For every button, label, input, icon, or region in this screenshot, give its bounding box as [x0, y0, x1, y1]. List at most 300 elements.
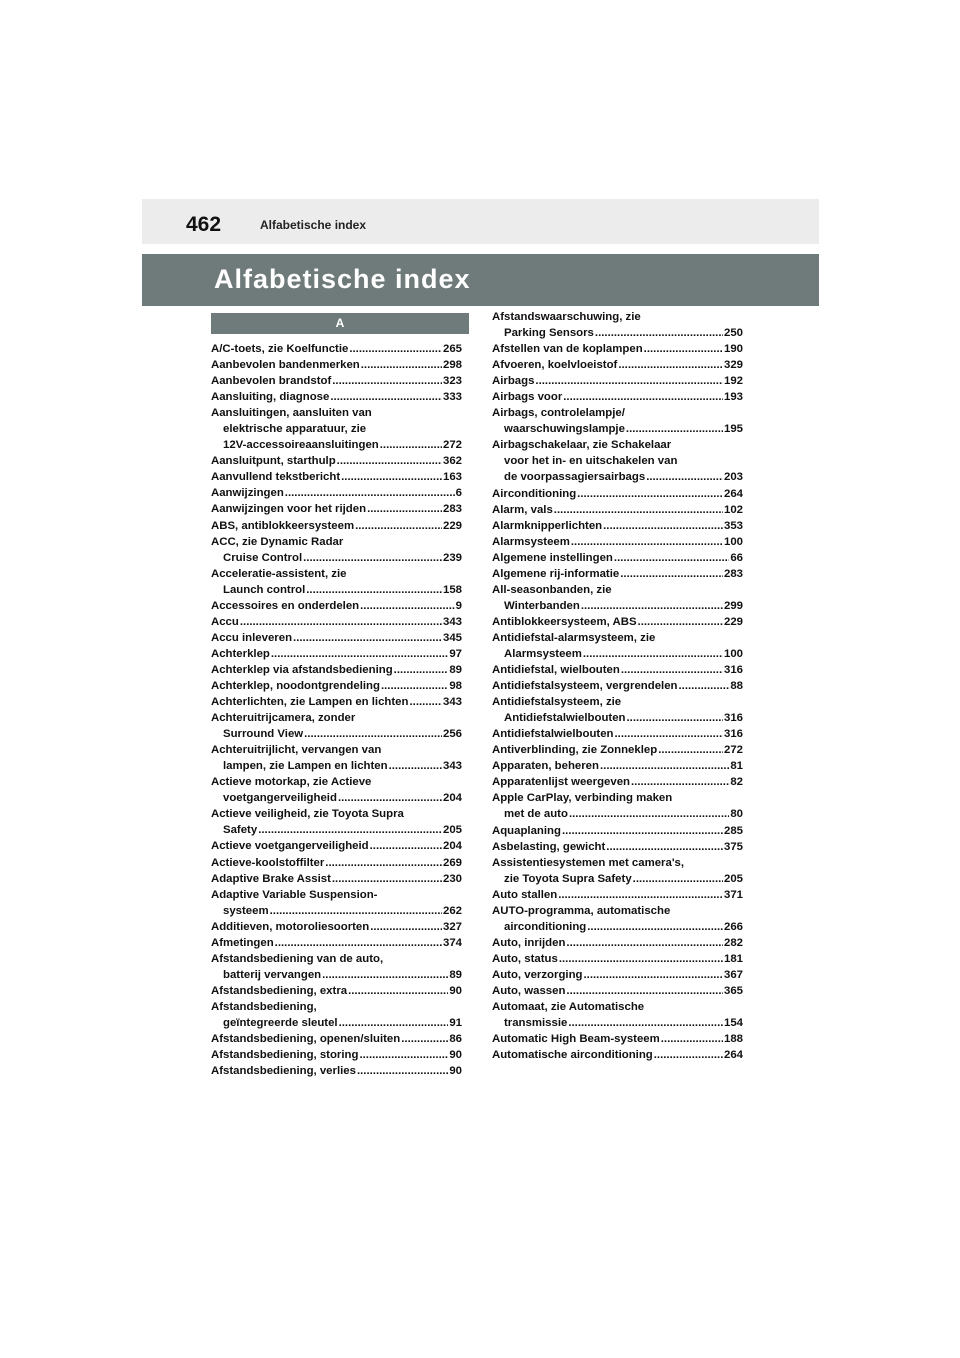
dot-leader: [367, 501, 442, 517]
dot-leader: [654, 1047, 723, 1063]
index-entry-text: Accu inleveren: [211, 631, 293, 644]
dot-leader: [349, 341, 442, 357]
index-page-ref: 230: [442, 872, 462, 885]
index-entry-text: systeem: [223, 904, 269, 917]
index-page-ref: 343: [442, 696, 462, 709]
dot-leader: [627, 710, 723, 726]
index-entry-text: transmissie: [504, 1017, 568, 1030]
index-entry-line: [211, 806, 462, 822]
index-entry-line: [211, 373, 462, 389]
index-entry-line: [211, 1047, 462, 1063]
index-entry: [211, 341, 462, 357]
index-entry: [492, 983, 743, 999]
dot-leader: [658, 742, 723, 758]
index-page-ref: 190: [723, 343, 743, 356]
index-entry: [492, 774, 743, 790]
index-entry-text: Antiverblinding, zie Zonneklep: [492, 744, 658, 757]
index-entry: [211, 485, 462, 501]
index-entry-line: [492, 502, 743, 518]
index-entry-text: Afstandsbediening, verlies: [211, 1065, 356, 1078]
index-entry-line: [492, 1015, 743, 1031]
index-entry-text: waarschuwingslampje: [504, 423, 625, 436]
index-entry: [492, 999, 743, 1031]
dot-leader: [357, 1063, 448, 1079]
index-entry-text: Aansluitingen, aansluiten van: [211, 407, 372, 420]
index-page-ref: 264: [723, 1049, 743, 1062]
index-page-ref: 9: [455, 599, 462, 612]
dot-leader: [332, 871, 442, 887]
index-entry: [211, 501, 462, 517]
index-entry-line: [211, 999, 462, 1015]
index-entry-text: Antidiefstalwielbouten: [504, 712, 626, 725]
dot-leader: [595, 325, 723, 341]
dot-leader: [571, 534, 723, 550]
index-entry-line: [492, 469, 743, 485]
index-page-ref: 86: [449, 1033, 462, 1046]
dot-leader: [644, 341, 723, 357]
index-entry: [492, 1047, 743, 1063]
index-entry-line: [492, 309, 743, 325]
index-page-ref: 100: [723, 647, 743, 660]
index-page-ref: 6: [455, 487, 462, 500]
index-page-ref: 229: [442, 519, 462, 532]
dot-leader: [615, 726, 723, 742]
index-page-ref: 262: [442, 904, 462, 917]
index-entry: [211, 887, 462, 919]
index-entry-line: [492, 726, 743, 742]
index-entry-line: [211, 742, 462, 758]
dot-leader: [370, 838, 442, 854]
dot-leader: [566, 935, 723, 951]
dot-leader: [631, 774, 729, 790]
index-entry-line: [492, 518, 743, 534]
dot-leader: [563, 389, 723, 405]
index-entry-text: Achterlichten, zie Lampen en lichten: [211, 696, 409, 709]
index-entry: [492, 903, 743, 935]
index-entry-line: [492, 887, 743, 903]
dot-leader: [633, 871, 723, 887]
index-entry: [492, 967, 743, 983]
index-entry-text: Alarmsysteem: [492, 535, 570, 548]
index-entry-text: Winterbanden: [504, 599, 580, 612]
page-title: Alfabetische index: [214, 264, 471, 294]
dot-leader: [606, 839, 723, 855]
index-page-ref: 345: [442, 631, 462, 644]
index-entry-line: [492, 437, 743, 453]
index-entry: [211, 935, 462, 951]
dot-leader: [341, 469, 442, 485]
index-page-ref: 193: [723, 391, 743, 404]
dot-leader: [339, 1015, 449, 1031]
index-entry-text: Aquaplaning: [492, 824, 561, 837]
index-entry-line: [492, 453, 743, 469]
index-page-ref: 154: [723, 1017, 743, 1030]
index-page-ref: 272: [442, 439, 462, 452]
index-entry: [492, 726, 743, 742]
dot-leader: [646, 469, 723, 485]
index-entry-line: [211, 662, 462, 678]
index-entry-line: [492, 710, 743, 726]
index-entry-text: Achterklep: [211, 647, 270, 660]
index-entry: [492, 518, 743, 534]
index-entry-text: ACC, zie Dynamic Radar: [211, 535, 344, 548]
index-entry-text: Antidiefstalwielbouten: [492, 728, 614, 741]
index-page-ref: 269: [442, 856, 462, 869]
dot-leader: [535, 373, 723, 389]
index-entry-text: lampen, zie Lampen en lichten: [223, 760, 388, 773]
index-page-ref: 158: [442, 583, 462, 596]
index-entry-text: Afstandsbediening, openen/sluiten: [211, 1033, 401, 1046]
index-page-ref: 333: [442, 391, 462, 404]
index-entry: [211, 518, 462, 534]
index-entry-line: [211, 518, 462, 534]
index-entry: [492, 341, 743, 357]
dot-leader: [325, 855, 442, 871]
index-entry: [492, 373, 743, 389]
index-entry-text: Aanwijzingen voor het rijden: [211, 503, 367, 516]
index-entry-text: Airbags, controlelampje/: [492, 407, 625, 420]
index-entry-line: [492, 983, 743, 999]
index-entry-text: voor het in- en uitschakelen van: [504, 455, 678, 468]
index-entry-text: Actieve veiligheid, zie Toyota Supra: [211, 808, 404, 821]
dot-leader: [618, 357, 723, 373]
index-entry-line: [211, 341, 462, 357]
index-entry-text: Automatische airconditioning: [492, 1049, 653, 1062]
index-entry-line: [492, 758, 743, 774]
dot-leader: [614, 550, 729, 566]
index-entry-text: Antidiefstal, wielbouten: [492, 664, 620, 677]
index-entry: [492, 790, 743, 822]
index-entry-line: [492, 598, 743, 614]
index-page-ref: 98: [449, 679, 462, 692]
index-page-ref: 91: [449, 1016, 462, 1029]
dot-leader: [322, 967, 448, 983]
index-page-ref: 256: [442, 728, 462, 741]
index-entry-text: airconditioning: [504, 920, 587, 933]
index-page-ref: 374: [442, 936, 462, 949]
index-entry-line: [492, 325, 743, 341]
index-entry-text: ABS, antiblokkeersysteem: [211, 519, 355, 532]
index-entry: [492, 437, 743, 485]
index-entry-line: [492, 582, 743, 598]
index-entry-text: Antiblokkeersysteem, ABS: [492, 615, 637, 628]
dot-leader: [293, 630, 442, 646]
index-entry-text: Afstellen van de koplampen: [492, 343, 643, 356]
index-entry: [211, 806, 462, 838]
dot-leader: [566, 983, 723, 999]
index-page-ref: 89: [449, 663, 462, 676]
dot-leader: [600, 758, 729, 774]
index-entry-line: [492, 919, 743, 935]
index-entry: [211, 678, 462, 694]
index-entry: [492, 486, 743, 502]
running-title: Alfabetische index: [260, 218, 367, 232]
index-page-ref: 282: [723, 936, 743, 949]
index-entry-text: Alarmsysteem: [504, 647, 582, 660]
dot-leader: [389, 758, 442, 774]
index-entry-line: [211, 421, 462, 437]
index-entry-text: elektrische apparatuur, zie: [223, 423, 367, 436]
index-page-ref: 265: [442, 343, 462, 355]
dot-leader: [271, 646, 448, 662]
index-entry: [492, 566, 743, 582]
index-entry-text: Afstandswaarschuwing, zie: [492, 311, 641, 323]
index-page-ref: 371: [723, 888, 743, 901]
index-entry-text: Antidiefstal-alarmsysteem, zie: [492, 631, 656, 644]
index-entry: [211, 983, 462, 999]
index-entry-line: [492, 486, 743, 502]
dot-leader: [577, 486, 723, 502]
dot-leader: [568, 1015, 723, 1031]
index-entry-text: Auto, wassen: [492, 984, 566, 997]
dot-leader: [626, 421, 723, 437]
index-entry-text: All-seasonbanden, zie: [492, 583, 612, 596]
dot-leader: [303, 550, 442, 566]
index-entry-line: [492, 774, 743, 790]
index-entry: [211, 662, 462, 678]
index-page-ref: 102: [723, 503, 743, 516]
index-entry-line: [211, 646, 462, 662]
index-entry-text: Surround View: [223, 728, 304, 741]
dot-leader: [554, 502, 723, 518]
index-entry-line: [492, 694, 743, 710]
index-entry-text: Apple CarPlay, verbinding maken: [492, 792, 673, 805]
index-entry-line: [492, 678, 743, 694]
index-entry: [211, 389, 462, 405]
index-entry-text: Algemene instellingen: [492, 551, 613, 564]
dot-leader: [285, 485, 455, 501]
index-entry: [492, 502, 743, 518]
index-entry: [211, 614, 462, 630]
index-entry-text: Auto, verzorging: [492, 968, 583, 981]
index-entry: [211, 373, 462, 389]
index-entry-line: [492, 566, 743, 582]
dot-leader: [338, 790, 442, 806]
index-page-ref: 327: [442, 920, 462, 933]
index-entry-line: [211, 453, 462, 469]
dot-leader: [394, 662, 449, 678]
index-page-ref: 204: [442, 792, 462, 805]
index-entry-text: Afstandsbediening van de auto,: [211, 952, 384, 965]
index-page-ref: 80: [730, 808, 743, 821]
index-entry-line: [211, 726, 462, 742]
index-entry: [492, 550, 743, 566]
index-entry: [211, 838, 462, 854]
index-entry: [211, 646, 462, 662]
index-entry-line: [211, 951, 462, 967]
index-page-ref: 188: [723, 1033, 743, 1046]
index-entry-text: Auto, status: [492, 952, 558, 965]
index-entry-line: [492, 935, 743, 951]
index-entry: [211, 694, 462, 710]
index-entry: [492, 1031, 743, 1047]
index-entry-line: [211, 534, 462, 550]
section-letter-header: A: [211, 313, 469, 334]
index-page-ref: 323: [442, 375, 462, 388]
index-entry-line: [492, 373, 743, 389]
index-entry: [211, 1063, 462, 1079]
index-page-ref: 316: [723, 728, 743, 741]
index-page-ref: 66: [730, 551, 743, 564]
dot-leader: [401, 1031, 448, 1047]
index-entry-line: [211, 935, 462, 951]
index-page-ref: 90: [449, 984, 462, 997]
index-entry: [211, 630, 462, 646]
index-entry-line: [211, 357, 462, 373]
index-entry-text: Additieven, motoroliesoorten: [211, 920, 370, 933]
index-entry-line: [492, 999, 743, 1015]
index-page-ref: 90: [449, 1065, 462, 1078]
index-entry: [211, 855, 462, 871]
dot-leader: [587, 919, 723, 935]
index-entry-text: Afstandsbediening, extra: [211, 984, 348, 997]
index-entry-line: [211, 437, 462, 453]
index-entry-line: [492, 341, 743, 357]
index-entry-line: [211, 405, 462, 421]
index-entry: [211, 598, 462, 614]
dot-leader: [270, 903, 442, 919]
index-page-ref: 205: [442, 824, 462, 837]
dot-leader: [332, 373, 442, 389]
index-entry: [492, 357, 743, 373]
index-entry-text: Afmetingen: [211, 936, 274, 949]
index-entry-line: [211, 855, 462, 871]
index-entry: [211, 871, 462, 887]
index-entry-text: de voorpassagiersairbags: [504, 471, 646, 484]
index-entry-text: Achteruitrijcamera, zonder: [211, 712, 356, 725]
index-entry-text: Antidiefstalsysteem, vergrendelen: [492, 680, 678, 693]
index-entry-text: AUTO-programma, automatische: [492, 904, 671, 917]
index-entry: [492, 405, 743, 437]
index-page-ref: 316: [723, 712, 743, 725]
index-entry-line: [492, 630, 743, 646]
index-entry-line: [211, 582, 462, 598]
dot-leader: [361, 357, 442, 373]
index-entry: [492, 951, 743, 967]
dot-leader: [583, 646, 723, 662]
index-entry: [211, 357, 462, 373]
index-entry: [211, 453, 462, 469]
index-page-ref: 82: [730, 776, 743, 789]
index-entry-text: Assistentiesystemen met camera's,: [492, 856, 685, 869]
index-entry-text: Aansluiting, diagnose: [211, 391, 330, 404]
index-entry-line: [211, 550, 462, 566]
index-page-ref: 329: [723, 359, 743, 372]
index-entry-text: Airbags voor: [492, 391, 563, 404]
index-entry-line: [211, 967, 462, 983]
dot-leader: [381, 678, 448, 694]
dot-leader: [348, 983, 448, 999]
index-entry-text: Aansluitpunt, starthulp: [211, 455, 336, 468]
index-entry-text: Afvoeren, koelvloeistof: [492, 359, 618, 372]
index-page-ref: 367: [723, 968, 743, 981]
index-entry-line: [492, 871, 743, 887]
index-entry-text: Actieve motorkap, zie Actieve: [211, 776, 372, 789]
index-entry-text: Achterklep, noodontgrendeling: [211, 679, 380, 692]
index-page-ref: 239: [442, 551, 462, 564]
dot-leader: [638, 614, 723, 630]
index-entry-line: [492, 534, 743, 550]
index-entry-text: Auto stallen: [492, 888, 558, 901]
index-entry-text: zie Toyota Supra Safety: [504, 872, 632, 885]
dot-leader: [275, 935, 442, 951]
index-page-ref: 250: [723, 327, 743, 340]
dot-leader: [304, 726, 442, 742]
index-entry-text: Airbags: [492, 375, 535, 388]
index-page-ref: 283: [442, 503, 462, 516]
index-entry: [492, 678, 743, 694]
index-page-ref: 181: [723, 952, 743, 965]
index-entry-text: Aanbevolen brandstof: [211, 375, 332, 388]
index-entry-line: [211, 389, 462, 405]
index-entry: [492, 309, 743, 341]
index-entry-line: [492, 855, 743, 871]
index-page-ref: 88: [730, 680, 743, 693]
index-entry-line: [492, 550, 743, 566]
index-entry-text: Achterklep via afstandsbediening: [211, 663, 393, 676]
dot-leader: [355, 518, 442, 534]
index-entry-text: Alarm, vals: [492, 503, 553, 516]
dot-leader: [569, 806, 729, 822]
index-page-ref: 375: [723, 840, 743, 853]
index-page-ref: 298: [442, 359, 462, 372]
dot-leader: [620, 566, 723, 582]
dot-leader: [562, 823, 723, 839]
index-entry-line: [211, 903, 462, 919]
index-entry-text: Achteruitrijlicht, vervangen van: [211, 744, 382, 757]
index-entry-line: [211, 919, 462, 935]
index-entry-line: [211, 822, 462, 838]
index-entry-text: Algemene rij-informatie: [492, 567, 620, 580]
index-entry: [492, 534, 743, 550]
index-entry-text: Adaptive Variable Suspension-: [211, 888, 378, 901]
index-entry-line: [211, 710, 462, 726]
index-page-ref: 97: [449, 647, 462, 660]
index-entry-line: [492, 790, 743, 806]
index-entry-text: Apparatenlijst weergeven: [492, 776, 631, 789]
index-entry-text: Acceleratie-assistent, zie: [211, 567, 347, 580]
index-entry-line: [211, 598, 462, 614]
index-page-ref: 365: [723, 984, 743, 997]
index-entry-text: geïntegreerde sleutel: [223, 1016, 338, 1029]
dot-leader: [306, 582, 442, 598]
index-entry-text: Parking Sensors: [504, 327, 594, 340]
index-page-ref: 362: [442, 455, 462, 468]
dot-leader: [558, 887, 723, 903]
index-entry: [492, 662, 743, 678]
index-entry: [492, 614, 743, 630]
index-entry-text: A/C-toets, zie Koelfunctie: [211, 343, 349, 355]
index-entry-line: [492, 823, 743, 839]
index-entry-text: batterij vervangen: [223, 968, 322, 981]
index-page-ref: 100: [723, 535, 743, 548]
index-entry-line: [211, 774, 462, 790]
index-entry: [492, 823, 743, 839]
dot-leader: [359, 1047, 448, 1063]
index-entry-line: [492, 839, 743, 855]
index-entry: [211, 774, 462, 806]
index-entry-text: Aanwijzingen: [211, 487, 284, 500]
index-entry: [211, 534, 462, 566]
index-entry: [492, 389, 743, 405]
index-entry: [211, 469, 462, 485]
index-entry: [492, 694, 743, 726]
dot-leader: [370, 919, 442, 935]
index-entry-line: [211, 838, 462, 854]
index-entry: [211, 1047, 462, 1063]
dot-leader: [603, 518, 723, 534]
index-entry: [492, 855, 743, 887]
